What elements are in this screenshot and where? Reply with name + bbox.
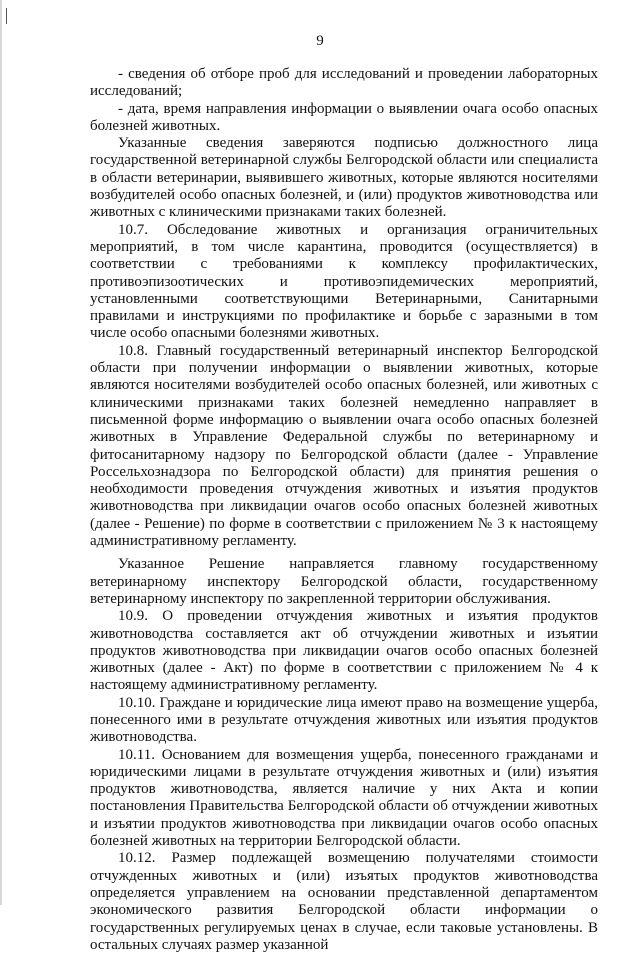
paragraph-notification-time: - дата, время направления информации о выявлении очага особо опасных болезней животных.	[90, 100, 598, 134]
paragraph-decision: Указанное Решение направляется главному государственному ветеринарному инспектору Белгородской области, государственному ветеринарному инспектору по закрепленной территории обслуживания.	[90, 556, 598, 607]
document-body	[90, 66, 598, 954]
paragraph-10-11: 10.11. Основанием для возмещения ущерба, понесенного гражданами и юридическими лицами в результате отчуждения животных и (или) изъятия продуктов животноводства, является наличие у них Акта и копии постановления Правительства Белгородской области об отчуждении животных и изъятии продуктов животноводства при ликвидации очагов особо опасных болезней животных на территории Белгородской области.	[90, 746, 598, 850]
paragraph-10-7: 10.7. Обследование животных и организация ограничительных мероприятий, в том числе карантина, проводится (осуществляется) в соответствии с требованиями к комплексу профилактических, противоэпизоотических и противоэпидемических мероприятий, установленными соответствующими Ветеринарными, Санитарными правилами и инструкциями по профилактике и борьбе с заразными в том числе особо опасными болезнями животных.	[90, 221, 598, 342]
page-number: 9	[316, 33, 324, 49]
paragraph-10-9: 10.9. О проведении отчуждения животных и изъятия продуктов животноводства составляется акт об отчуждении животных и изъятии продуктов животноводства при ликвидации очагов особо опасных болезней животных (далее - Акт) по форме в соответствии с приложением № 4 к настоящему административному регламенту.	[90, 608, 598, 694]
paragraph-sampling-info: - сведения об отборе проб для исследований и проведении лабораторных исследований;	[90, 66, 598, 100]
paragraph-signature: Указанные сведения заверяются подписью должностного лица государственной ветеринарной службы Белгородской области или специалиста в области ветеринарии, выявившего животных, которые являются носителями возбудителей особо опасных болезней, и (или) продуктов животноводства или животных с клиническими признаками таких болезней.	[90, 135, 598, 221]
scan-edge	[0, 0, 2, 905]
paragraph-10-10: 10.10. Граждане и юридические лица имеют право на возмещение ущерба, понесенного ими в результате отчуждения животных или изъятия продуктов животноводства.	[90, 694, 598, 746]
scan-mark	[6, 8, 7, 24]
paragraph-10-12: 10.12. Размер подлежащей возмещению получателями стоимости отчужденных животных и (или) изъятых продуктов животноводства определяется управлением на основании представленной департаментом экономического развития Белгородской области информации о государственных регулируемых ценах в случае, если таковые установлены. В остальных случаях размер указанной	[90, 850, 598, 953]
paragraph-10-8: 10.8. Главный государственный ветеринарный инспектор Белгородской области при получении информации о выявлении животных, которые являются носителями возбудителей особо опасных болезней, или животных с клиническими признаками таких болезней немедленно направляет в письменной форме информацию о выявлении очага особо опасных болезней животных в Управление Федеральной службы по ветеринарному и фитосанитарному надзору по Белгородской области (далее - Управление Россельхознадзора по Белгородской области) для принятия решения о необходимости проведения отчуждения животных и изъятия продуктов животноводства при ликвидации очагов особо опасных болезней животных (далее - Решение) по форме в соответствии с приложением № 3 к настоящему административному регламенту.	[90, 342, 598, 550]
